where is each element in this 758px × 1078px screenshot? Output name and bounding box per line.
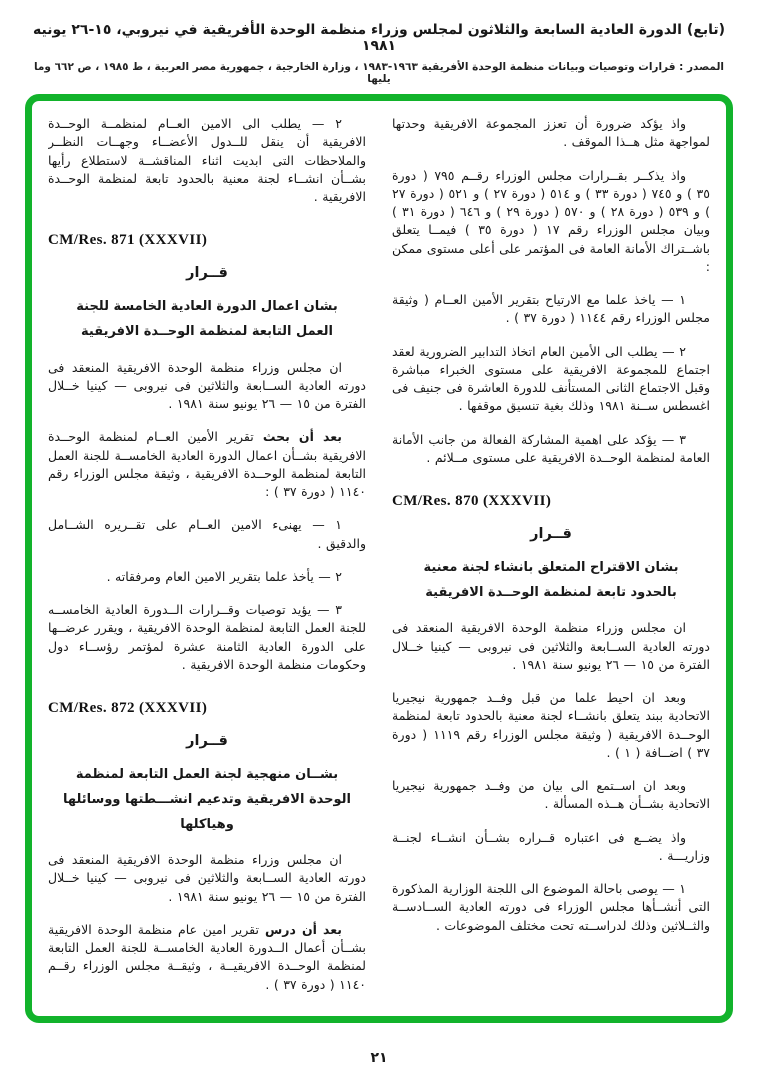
resolution-paragraph: وبعد ان اســتمع الى بيان من وفــد جمهورية نيجيريا الاتحادية بشــأن هــذه المسألة . — [392, 778, 710, 812]
green-border-content-box — [25, 94, 733, 1023]
resolution-paragraph: واذ يضــع فى اعتباره قــراره بشــأن انشــاء لجنــة وزاريـــة . — [392, 829, 710, 863]
resolution-paragraph: ١ — يهنىء الامين العــام على تقــريره الشــامل والدقيق . — [48, 517, 366, 551]
column-right — [392, 115, 710, 1006]
resolution-paragraph: بعد أن بحث تقرير الأمين العــام لمنظمة الوحــدة الافريقية بشــأن اعمال الدورة العادية الخامســة للجنة العمل التابعة لمنظمة الوحــدة الافريقية ، وثيقة مجلس الوزراء رقم ١١٤٠ ( دورة ٣٧ ) : — [48, 429, 366, 500]
resolution-id: CM/Res. 871 (XXXVII) — [48, 232, 208, 249]
resolution-paragraph: ٣ — يؤكد على اهمية المشاركة الفعالة من جانب الأمانة العامة لمنظمة الوحــدة الافريقية على مستوى مــلائم . — [392, 431, 710, 465]
resolution-paragraph: ٣ — يؤيد توصيات وقــرارات الــدورة العادية الخامســه للجنة العمل التابعة لمنظمة الوحدة الافريقية ، ويقرر عرضــها على الدورة العادية الثامنة عشرة لمؤتمر رؤســاء دول وحكومات منظمة الوحدة الافريقية . — [48, 602, 366, 672]
resolution-paragraph: ١ — ياخذ علما مع الارتياح بتقرير الأمين العــام ( وثيقة مجلس الوزراء رقم ١١٤٤ ( دورة ٣٧ ) . — [392, 292, 710, 326]
resolution-paragraph: وبعد ان احيط علما من قبل وفــد جمهورية نيجيريا الاتحادية ببند يتعلق بانشــاء لجنة معنية بالحدود تابعة لمنظمة الوحــدة الافريقية ( وثيقة مجلس الوزراء رقم ١١١٩ ( دورة ٣٧ ) اضــافة ( ١ ) . — [392, 690, 710, 760]
resolution-id: CM/Res. 872 (XXXVII) — [48, 700, 208, 717]
resolution-paragraph: ان مجلس وزراء منظمة الوحدة الافريقية المنعقد فى دورته العادية الســابعة والثلاثين فى نيروبى — كينيا خــلال الفترة من ١٥ — ٢٦ يونيو سنة ١٩٨١ . — [392, 620, 710, 672]
resolution-heading: قــرار — [186, 733, 228, 750]
resolution-paragraph: ٢ — يطلب الى الامين العــام لمنظمــة الوحــدة الافريقية أن ينقل للــدول الأعضــاء وجهــات النظــر والملاحظات التى ابديت اثناء المناقشــة لاستطلاع رأيها بشــأن انشــاء لجنة معنية بالحدود تابعة لمنظمة الوحــدة الافريقية . — [48, 116, 366, 204]
header-session-title: (تابع) الدورة العادية السابعة والثلاثون لمجلس وزراء منظمة الوحدة الأفريقية في نيروبي، ١٥-٢٦ يونيه ١٩٨١ — [33, 22, 725, 54]
resolution-id: CM/Res. 870 (XXXVII) — [392, 493, 552, 509]
resolution-paragraph: ان مجلس وزراء منظمة الوحدة الافريقية المنعقد فى دورته العادية الســابعة والثلاثين فى نيروبى — كينيا خــلال الفترة من ١٥ — ٢٦ يونيو سنة ١٩٨١ . — [48, 852, 366, 904]
resolution-heading: قــرار — [530, 526, 572, 542]
resolution-paragraph: ١ — يوصى باحالة الموضوع الى اللجنة الوزارية المذكورة التى أنشــأها مجلس الوزراء فى دورته العادية الســادســة والثــلاثين وذلك لدراســته تحت مختلف الموضوعات . — [392, 881, 710, 933]
resolution-heading: قــرار — [186, 265, 228, 282]
page-header — [30, 22, 728, 85]
resolution-paragraph: واذ يذكــر بقــرارات مجلس الوزراء رقــم ٧٩٥ ( دورة ٣٥ ) و ٧٤٥ ( دورة ٣٣ ) و ٥١٤ ( دورة ٢٧ ) و ٥٢١ ( دورة ٢٧ ) و ٥٣٩ ( دورة ٢٨ ) و ٥٧٠ ( دورة ٢٩ ) و ٦٤٦ ( دورة ٣١ ) وبيان مجلس الوزراء رقم ١٧ ( دورة ٣٥ ) فيمــا يتعلق باشــتراك الأمانة العامة فى المؤتمر على أعلى مستوى ممكن : — [392, 167, 710, 274]
resolution-paragraph: ٢ — يطلب الى الأمين العام اتخاذ التدابير الضرورية لعقد اجتماع للمجموعة الافريقية على مستوى الخبراء مباشرة وقبل الاجتماع الثانى المستأنف للدورة العاشرة فى جنيف فى اغسطس ســنة ١٩٨١ وذلك بغية تنسيق موقفها . — [392, 343, 710, 414]
two-column-layout — [48, 115, 710, 1006]
column-left — [48, 115, 366, 1006]
page-number: ٢١ — [370, 1050, 388, 1066]
header-source-line: المصدر : قرارات وتوصيات وبيانات منظمة الوحدة الأفريقية ١٩٦٣-١٩٨٣ ، وزارة الخارجية ، جمهورية مصر العربية ، ط ١٩٨٥ ، ص ٦٦٢ وما يليها — [33, 61, 725, 85]
resolution-paragraph: ان مجلس وزراء منظمة الوحدة الافريقية المنعقد فى دورته العادية الســابعة والثلاثين فى نيروبى — كينيا خــلال الفترة من ١٥ — ٢٦ يونيو سنة ١٩٨١ . — [48, 359, 366, 412]
resolution-subject: بشــان منهجية لجنة العمل التابعة لمنظمة الوحدة الافريقية وتدعيم انشـــطتها ووسائلها وهياكلها — [63, 767, 351, 832]
resolution-paragraph: واذ يؤكد ضرورة أن تعزز المجموعة الافريقية وحدتها لمواجهة مثل هــذا الموقف . — [392, 116, 710, 150]
resolution-paragraph: ٢ — يأخذ علما بتقرير الامين العام ومرفقاته . — [106, 568, 342, 584]
resolution-subject: بشان اعمال الدورة العادية الخامسة للجنة العمل التابعة لمنظمة الوحــدة الافريقية — [76, 299, 338, 339]
resolution-paragraph: بعد أن درس تقرير امين عام منظمة الوحدة الافريقية بشــأن أعمال الــدورة العادية الخامســة للجنة العمل التابعة لمنظمة الوحــدة الافريقيــة ، وثيقــة مجلس الوزراء رقــم ١١٤٠ ( دورة ٣٧ ) . — [48, 921, 366, 992]
resolution-subject: بشان الاقتراح المتعلق بانشاء لجنة معنية بالحدود تابعة لمنظمة الوحــدة الافريقية — [423, 560, 679, 600]
